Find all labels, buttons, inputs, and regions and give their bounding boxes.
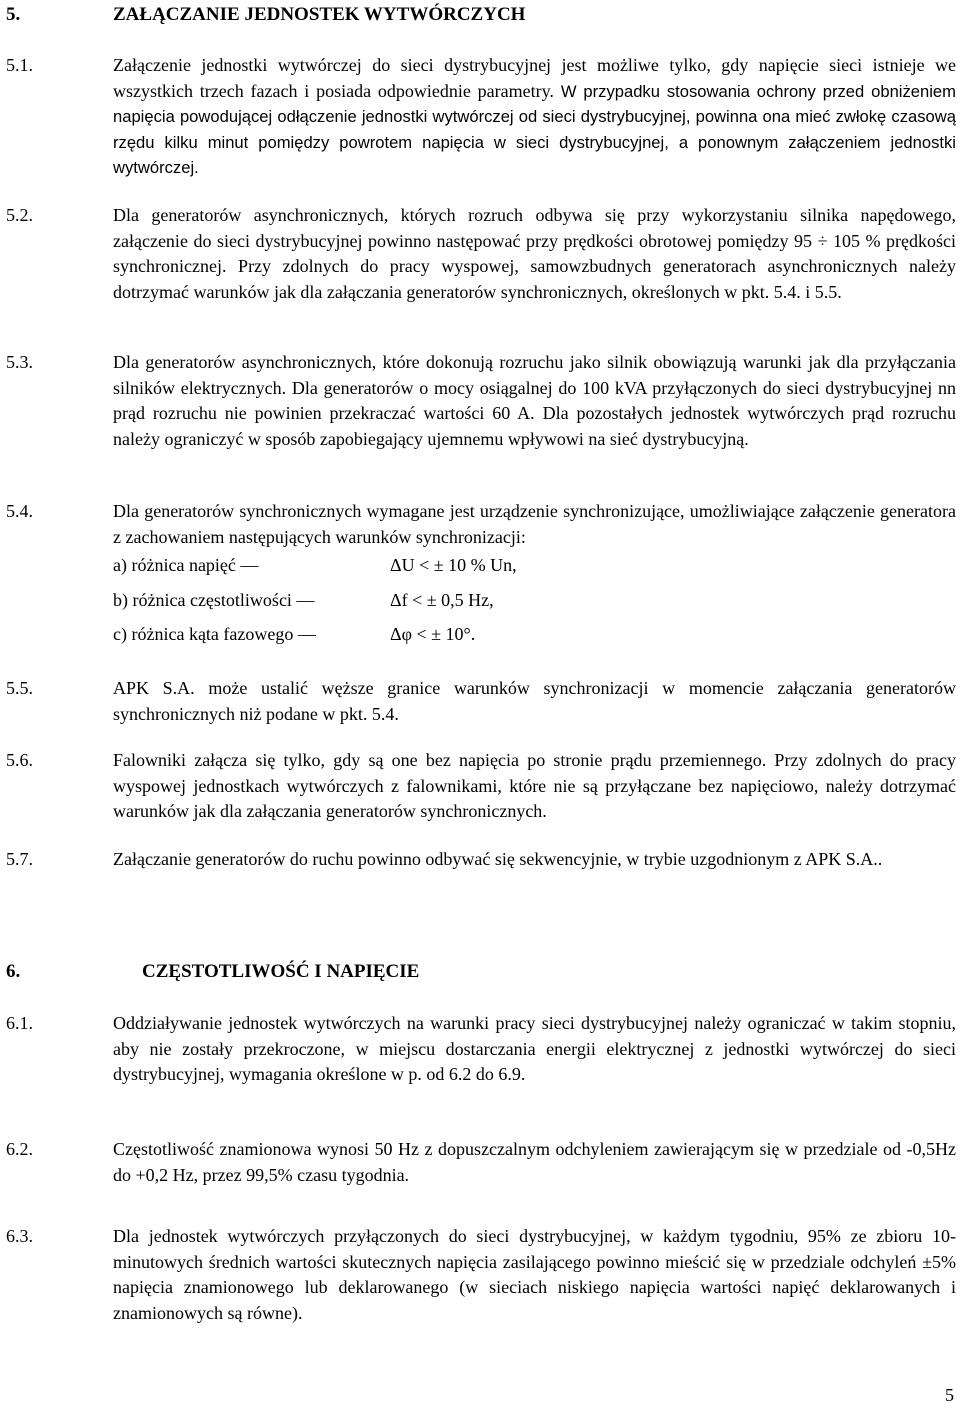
paragraph-text: W przypadku stosowania ochrony przed obniżeniem napięcia powodującej odłączenie jednostki wytwórczej od sieci dystrybucyjnej, powinna ona mieć zwłokę czasową rzędu kilku minut pomiędzy powrotem napięcia w sieci dystrybucyjnej, a ponownym załączeniem jednostki wytwórczej.	[113, 81, 956, 177]
item-number: 5.5.	[6, 678, 33, 698]
item-number: 6.3.	[6, 1226, 33, 1246]
section-6-heading	[6, 961, 20, 983]
paragraph-5-1	[113, 53, 956, 181]
paragraph-text: Dla generatorów asynchronicznych, których rozruch odbywa się przy wykorzystaniu silnika napędowego, załączenie do sieci dystrybucyjnej powinno następować przy prędkości obrotowej pomiędzy 95	[113, 205, 956, 251]
item-number: 5.1.	[6, 55, 33, 75]
item-number: 5.7.	[6, 849, 33, 869]
item-number: 5.4.	[6, 501, 33, 521]
page-number: 5	[945, 1385, 954, 1405]
condition-label: a) różnica napięć —	[113, 555, 259, 575]
condition-value: Δφ < ± 10°.	[390, 624, 476, 644]
paragraph-5-7: Załączanie generatorów do ruchu powinno odbywać się sekwencyjnie, w trybie uzgodnionym z APK S.A..	[113, 849, 883, 869]
condition-label: b) różnica częstotliwości —	[113, 590, 315, 610]
sync-condition-a	[113, 555, 517, 576]
condition-value: Δf < ± 0,5 Hz,	[390, 590, 494, 610]
condition-label: c) różnica kąta fazowego —	[113, 624, 316, 644]
paragraph-5-4: Dla generatorów synchronicznych wymagane jest urządzenie synchronizujące, umożliwiające załączenie generatora z zachowaniem następujących warunków synchronizacji:	[113, 501, 956, 547]
paragraph-text: 105 % prędkości synchronicznej.	[113, 230, 956, 276]
section-5-title: ZAŁĄCZANIE JEDNOSTEK WYTWÓRCZYCH	[113, 4, 526, 25]
section-5-heading	[6, 4, 20, 26]
section-number: 6.	[6, 961, 21, 982]
paragraph-text: Przy zdolnych do pracy wyspowej, samowzbudnych generatorach asynchronicznych należy dotrzymać warunków jak dla załączania generatorów synchronicznych, określonych w pkt. 5.4. i 5.5.	[113, 256, 956, 302]
condition-value: ΔU < ± 10 % Un,	[390, 555, 517, 575]
sync-condition-c	[113, 624, 476, 645]
section-number: 5.	[6, 4, 21, 25]
paragraph-6-3: Dla jednostek wytwórczych przyłączonych do sieci dystrybucyjnej, w każdym tygodniu, 95% ze zbioru 10-minutowych średnich wartości skutecznych napięcia zasilającego powinno mieścić się w przedziale odchyleń ±5% napięcia znamionowego lub deklarowanego (w sieciach niskiego napięcia wartości napięć deklarowanych i znamionowych są równe).	[113, 1226, 956, 1323]
sync-condition-b	[113, 590, 494, 611]
division-sign: ÷	[817, 230, 828, 251]
paragraph-6-2: Częstotliwość znamionowa wynosi 50 Hz z dopuszczalnym odchyleniem zawierającym się w przedziale od -0,5Hz do +0,2 Hz, przez 99,5% czasu tygodnia.	[113, 1139, 956, 1185]
paragraph-5-6: Falowniki załącza się tylko, gdy są one bez napięcia po stronie prądu przemiennego. Przy zdolnych do pracy wyspowej jednostkach wytwórczych z falownikami, które nie są przyłączane bez napięciowo, należy dotrzymać warunków jak dla załączania generatorów synchronicznych.	[113, 750, 956, 821]
section-6-title: CZĘSTOTLIWOŚĆ I NAPIĘCIE	[142, 961, 420, 982]
paragraph-5-5: APK S.A. może ustalić węższe granice warunków synchronizacji w momencie załączania generatorów synchronicznych niż podane w pkt. 5.4.	[113, 678, 956, 724]
paragraph-text: Załączenie jednostki wytwórczej do sieci dystrybucyjnej jest możliwe tylko, gdy napięcie sieci istnieje we wszystkich trzech fazach i posiada odpowiednie parametry.	[113, 55, 956, 101]
item-number: 5.2.	[6, 205, 33, 225]
paragraph-6-1: Oddziaływanie jednostek wytwórczych na warunki pracy sieci dystrybucyjnej należy ograniczać w takim stopniu, aby nie zostały przekroczone, w miejscu dostarczania energii elektrycznej z jednostki wytwórczej do sieci dystrybucyjnej, wymagania określone w p. od 6.2 do 6.9.	[113, 1013, 956, 1084]
item-number: 6.1.	[6, 1013, 33, 1033]
paragraph-5-2	[113, 203, 956, 305]
item-number: 5.3.	[6, 352, 33, 372]
item-number: 6.2.	[6, 1139, 33, 1159]
paragraph-5-3: Dla generatorów asynchronicznych, które dokonują rozruchu jako silnik obowiązują warunki jak dla przyłączania silników elektrycznych. Dla generatorów o mocy osiągalnej do 100 kVA przyłączonych do sieci dystrybucyjnej nn prąd rozruchu nie powinien przekraczać wartości 60 A. Dla pozostałych jednostek wytwórczych prąd rozruchu należy ograniczyć w sposób zapobiegający ujemnemu wpływowi na sieć dystrybucyjną.	[113, 352, 956, 449]
item-number: 5.6.	[6, 750, 33, 770]
